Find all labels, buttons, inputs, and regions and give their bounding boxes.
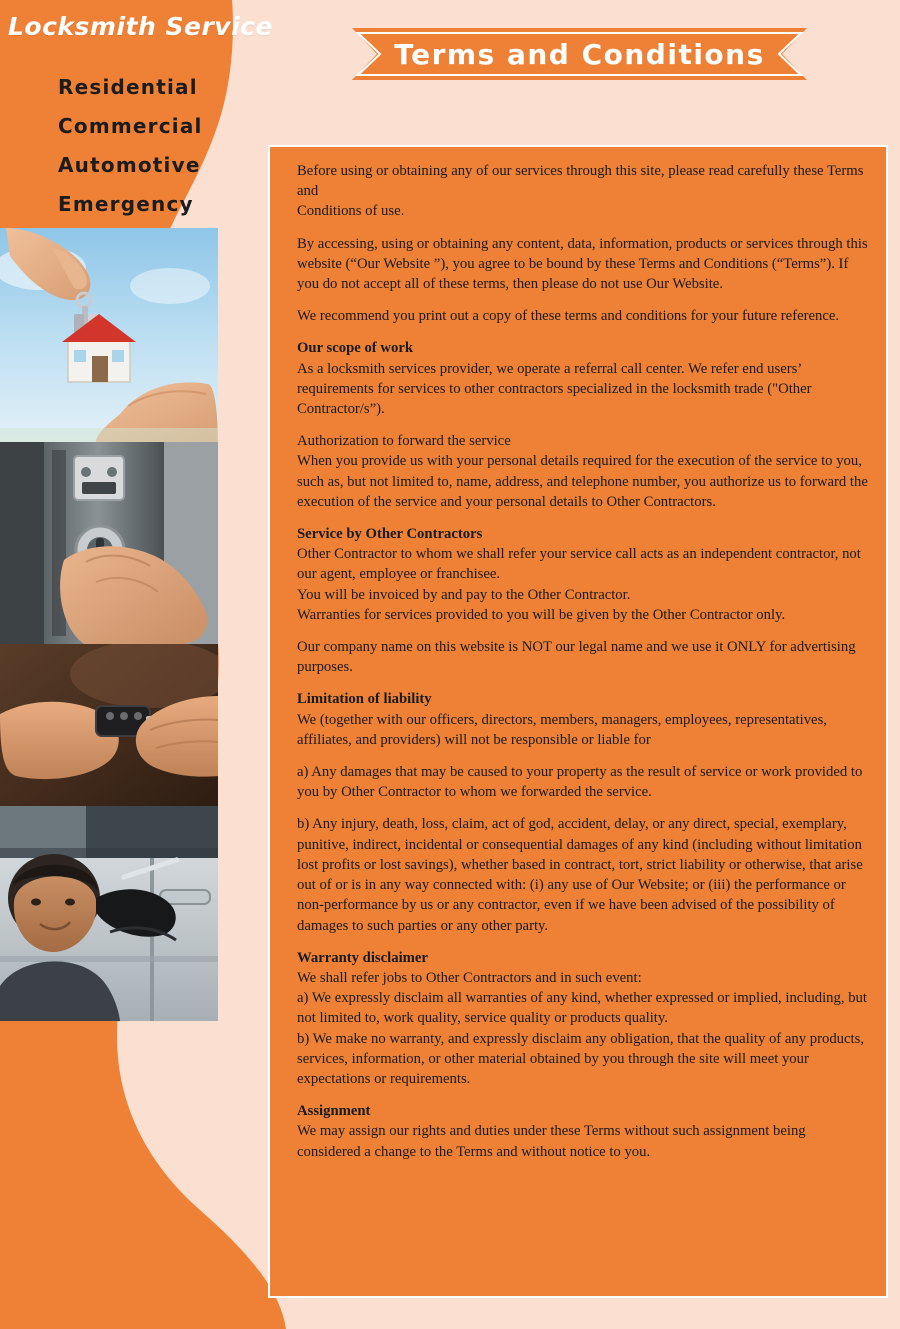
terms-paragraph: b) We make no warranty, and expressly disclaim any obligation, that the quality of any products, services, information, or other material obtained by you through the site will meet your expectations or requirements. bbox=[297, 1030, 864, 1087]
terms-paragraph: We may assign our rights and duties under these Terms without such assignment being considered a change to the Terms and without notice to you. bbox=[297, 1123, 806, 1160]
terms-heading-limitation-liability: Limitation of liability bbox=[297, 691, 432, 708]
terms-paragraph: Warranties for services provided to you will be given by the Other Contractor only. bbox=[297, 606, 786, 623]
terms-heading-scope: Our scope of work bbox=[297, 340, 414, 357]
terms-paragraph: Other Contractor to whom we shall refer your service call acts as an independent contractor, not our agent, employee or franchisee. bbox=[297, 546, 861, 583]
photo-car-tech bbox=[0, 806, 218, 1021]
terms-heading-warranty-disclaimer: Warranty disclaimer bbox=[297, 949, 428, 966]
terms-paragraph: As a locksmith services provider, we operate a referral call center. We refer end users’ requirements for services to other contractors specialized in the locksmith trade ("Other Contractor/s”). bbox=[297, 360, 812, 418]
terms-paragraph: By accessing, using or obtaining any content, data, information, products or services through this website (“Our Website ”), you agree to be bound by these Terms and Conditions (“Terms”). If you do not accept all of these terms, then please do not use Our Website. bbox=[297, 235, 868, 293]
banner-title: Terms and Conditions bbox=[394, 37, 765, 71]
service-item-automotive: Automotive bbox=[58, 153, 201, 177]
terms-heading-service-other-contractors: Service by Other Contractors bbox=[297, 526, 483, 543]
terms-paragraph: Authorization to forward the service bbox=[297, 433, 511, 450]
terms-paragraph: Our company name on this website is NOT our legal name and we use it ONLY for advertising purposes. bbox=[297, 639, 856, 676]
terms-paragraph: Before using or obtaining any of our services through this site, please read carefully these Terms and bbox=[297, 163, 864, 200]
terms-paragraph: We (together with our officers, directors, members, managers, employees, representatives, affiliates, and providers) will not be responsible or liable for bbox=[297, 711, 827, 748]
photo-car-key bbox=[0, 644, 218, 806]
terms-body bbox=[297, 161, 868, 1162]
terms-paragraph: You will be invoiced by and pay to the Other Contractor. bbox=[297, 586, 631, 603]
terms-paragraph: a) Any damages that may be caused to your property as the result of service or work provided to you by Other Contractor to whom we forwarded the service. bbox=[297, 764, 863, 801]
terms-paragraph: We recommend you print out a copy of these terms and conditions for your future reference. bbox=[297, 308, 840, 325]
terms-paragraph: We shall refer jobs to Other Contractors and in such event: bbox=[297, 969, 642, 986]
service-list bbox=[58, 68, 203, 224]
service-item-emergency: Emergency bbox=[58, 192, 194, 216]
photo-door-lock bbox=[0, 442, 218, 644]
page-title: Locksmith Service bbox=[8, 12, 273, 41]
photo-keys-house bbox=[0, 228, 218, 442]
terms-heading-assignment: Assignment bbox=[297, 1103, 371, 1120]
terms-paragraph: Conditions of use. bbox=[297, 203, 405, 220]
terms-paragraph: When you provide us with your personal details required for the execution of the service to you, such as, but not limited to, name, address, and telephone number, you authorize us to forward the execution of the service and your personal details to Other Contractors. bbox=[297, 453, 868, 510]
terms-paragraph: b) Any injury, death, loss, claim, act of god, accident, delay, or any direct, special, exemplary, punitive, indirect, incidental or consequential damages of any kind (including without limitation lost profits or lost savings), whether based in contract, tort, strict liability or otherwise, that arise out of or is in any way connected with: (i) any use of Our Website; or (iii) the performance or non-performance by us or any contractor, even if we have been advised of the possibility of damages to such parties or any other party. bbox=[297, 816, 863, 934]
terms-paragraph: a) We expressly disclaim all warranties of any kind, whether expressed or implied, including, but not limited to, work quality, service quality or products quality. bbox=[297, 990, 867, 1027]
terms-banner bbox=[352, 28, 807, 80]
header-title-area bbox=[8, 12, 298, 41]
service-item-commercial: Commercial bbox=[58, 114, 203, 138]
terms-content-card bbox=[268, 145, 888, 1298]
service-item-residential: Residential bbox=[58, 75, 198, 99]
